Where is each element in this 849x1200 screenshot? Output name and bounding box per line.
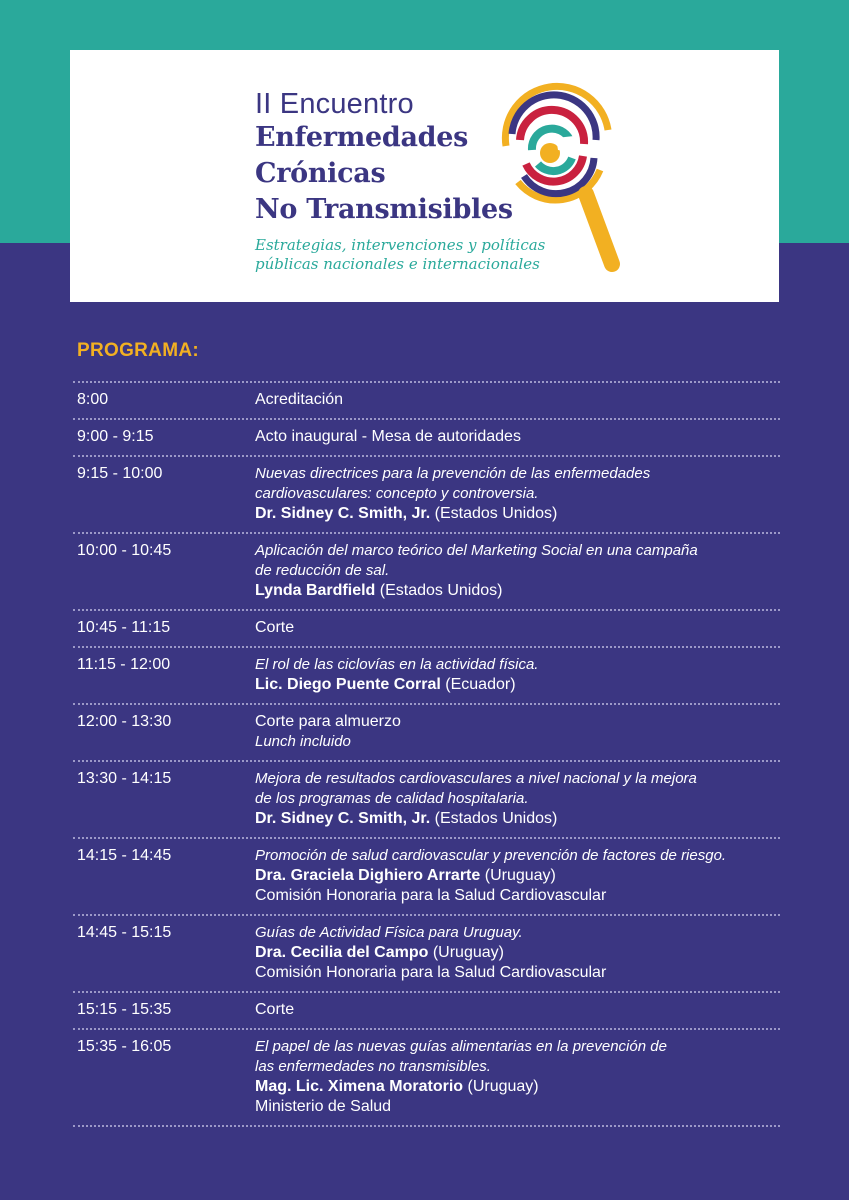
title-line-3: Crónicas [255, 158, 386, 189]
speaker-country: (Estados Unidos) [379, 582, 503, 599]
speaker-name: Mag. Lic. Ximena Moratorio [255, 1078, 464, 1095]
speaker-line [255, 943, 780, 963]
row-content [255, 1000, 780, 1020]
row-time: 11:15 - 12:00 [77, 656, 171, 673]
row-time: 15:15 - 15:35 [77, 1001, 172, 1018]
row-content [255, 769, 780, 829]
header-card [70, 50, 779, 302]
talk-title-line: El papel de las nuevas guías alimentarias en la prevención de [255, 1038, 667, 1055]
subtitle-line-2: públicas nacionales e internacionales [255, 255, 540, 273]
talk-title-line: cardiovasculares: concepto y controversia. [255, 485, 539, 502]
schedule-row [73, 648, 780, 703]
speaker-name: Dr. Sidney C. Smith, Jr. [255, 505, 431, 522]
speaker-country: (Estados Unidos) [434, 505, 558, 522]
row-content [255, 655, 780, 695]
speaker-country: (Estados Unidos) [434, 810, 558, 827]
schedule-row [73, 1030, 780, 1125]
row-time: 9:00 - 9:15 [77, 428, 154, 445]
row-time: 9:15 - 10:00 [77, 465, 163, 482]
subtitle-line-1: Estrategias, intervenciones y políticas [255, 236, 546, 254]
speaker-name: Dr. Sidney C. Smith, Jr. [255, 810, 431, 827]
row-time: 10:00 - 10:45 [77, 542, 172, 559]
speaker-line [255, 504, 780, 524]
speaker-line [255, 1077, 780, 1097]
speaker-name: Lic. Diego Puente Corral [255, 676, 441, 693]
row-content [255, 618, 780, 638]
talk-title-line: Guías de Actividad Física para Uruguay. [255, 924, 523, 941]
speaker-line [255, 866, 780, 886]
talk-title-line: Aplicación del marco teórico del Marketing Social en una campaña [255, 542, 698, 559]
schedule-row [73, 705, 780, 760]
title-line-2: Enfermedades [255, 122, 469, 153]
schedule-row [73, 993, 780, 1028]
row-content [255, 712, 780, 752]
speaker-country: (Uruguay) [467, 1078, 539, 1095]
programa-heading: PROGRAMA: [77, 340, 199, 361]
row-activity: Corte para almuerzo [255, 713, 401, 730]
schedule-row [73, 611, 780, 646]
schedule-row [73, 383, 780, 418]
row-note: Lunch incluido [255, 733, 351, 750]
speaker-name: Dra. Cecilia del Campo [255, 944, 429, 961]
speaker-country: (Ecuador) [445, 676, 516, 693]
row-content [255, 846, 780, 906]
schedule-row [73, 420, 780, 455]
schedule-table [73, 381, 780, 1127]
row-time: 14:15 - 14:45 [77, 847, 172, 864]
magnifier-target-icon [488, 78, 628, 278]
speaker-line [255, 581, 780, 601]
speaker-country: (Uruguay) [484, 867, 556, 884]
row-time: 8:00 [77, 391, 109, 408]
title-line-4: No Transmisibles [255, 194, 513, 225]
speaker-name: Lynda Bardfield [255, 582, 376, 599]
row-activity: Acto inaugural - Mesa de autoridades [255, 428, 521, 445]
talk-title-line: Nuevas directrices para la prevención de las enfermedades [255, 465, 651, 482]
talk-title-line: Promoción de salud cardiovascular y prevención de factores de riesgo. [255, 847, 727, 864]
speaker-line [255, 809, 780, 829]
schedule-row [73, 534, 780, 609]
row-time: 13:30 - 14:15 [77, 770, 172, 787]
talk-title-line: de los programas de calidad hospitalaria. [255, 790, 529, 807]
talk-title-line: las enfermedades no transmisibles. [255, 1058, 491, 1075]
row-activity: Corte [255, 619, 295, 636]
row-content [255, 427, 780, 447]
speaker-line [255, 675, 780, 695]
row-content [255, 923, 780, 983]
title-line-1: II Encuentro [255, 88, 414, 120]
row-content [255, 541, 780, 601]
schedule-row [73, 839, 780, 914]
row-content [255, 464, 780, 524]
row-activity: Acreditación [255, 391, 344, 408]
speaker-organization: Comisión Honoraria para la Salud Cardiovascular [255, 887, 607, 904]
dotted-divider [73, 1125, 780, 1127]
talk-title-line: El rol de las ciclovías en la actividad física. [255, 656, 539, 673]
row-time: 12:00 - 13:30 [77, 713, 172, 730]
talk-title-line: de reducción de sal. [255, 562, 390, 579]
speaker-organization: Ministerio de Salud [255, 1098, 392, 1115]
row-content [255, 1037, 780, 1117]
schedule-row [73, 916, 780, 991]
speaker-country: (Uruguay) [432, 944, 504, 961]
row-time: 15:35 - 16:05 [77, 1038, 172, 1055]
row-time: 14:45 - 15:15 [77, 924, 172, 941]
speaker-organization: Comisión Honoraria para la Salud Cardiovascular [255, 964, 607, 981]
speaker-name: Dra. Graciela Dighiero Arrarte [255, 867, 481, 884]
row-activity: Corte [255, 1001, 295, 1018]
talk-title-line: Mejora de resultados cardiovasculares a nivel nacional y la mejora [255, 770, 697, 787]
schedule-row [73, 457, 780, 532]
row-time: 10:45 - 11:15 [77, 619, 171, 636]
row-content [255, 390, 780, 410]
schedule-row [73, 762, 780, 837]
